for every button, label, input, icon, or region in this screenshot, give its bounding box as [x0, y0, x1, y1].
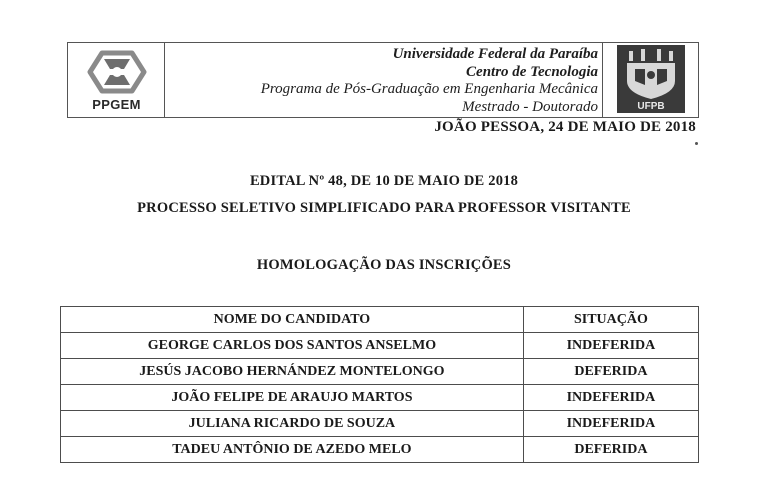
document-date: JOÃO PESSOA, 24 DE MAIO DE 2018	[434, 119, 696, 135]
candidate-name: JULIANA RICARDO DE SOUZA	[61, 411, 524, 437]
candidate-status: INDEFERIDA	[523, 385, 698, 411]
candidate-name: JOÃO FELIPE DE ARAUJO MARTOS	[61, 385, 524, 411]
candidate-status: DEFERIDA	[523, 359, 698, 385]
process-title: PROCESSO SELETIVO SIMPLIFICADO PARA PROFESSOR VISITANTE	[137, 200, 631, 216]
candidate-status: INDEFERIDA	[523, 411, 698, 437]
ufpb-logo-text: UFPB	[637, 101, 665, 112]
table-row	[61, 333, 699, 359]
candidate-name: JESÚS JACOBO HERNÁNDEZ MONTELONGO	[61, 359, 524, 385]
letterhead	[67, 42, 699, 118]
university-name: Universidade Federal da Paraíba	[392, 46, 598, 62]
section-title: HOMOLOGAÇÃO DAS INSCRIÇÕES	[256, 257, 512, 273]
candidate-name: TADEU ANTÔNIO DE AZEDO MELO	[61, 437, 524, 463]
ufpb-crest-icon	[615, 45, 687, 115]
edital-title: EDITAL Nº 48, DE 10 DE MAIO DE 2018	[249, 173, 519, 189]
table-row	[61, 411, 699, 437]
candidate-name: GEORGE CARLOS DOS SANTOS ANSELMO	[61, 333, 524, 359]
candidate-status: DEFERIDA	[523, 437, 698, 463]
ppgem-emblem-icon	[84, 47, 150, 97]
ppgem-logo	[68, 43, 165, 117]
degree-levels: Mestrado - Doutorado	[462, 98, 598, 115]
center-name: Centro de Tecnologia	[466, 63, 598, 80]
candidate-status: INDEFERIDA	[523, 333, 698, 359]
table-row	[61, 359, 699, 385]
header-status: SITUAÇÃO	[523, 307, 698, 333]
header-candidate-name: NOME DO CANDIDATO	[61, 307, 524, 333]
ufpb-logo	[602, 43, 698, 117]
table-row	[61, 437, 699, 463]
program-name: Programa de Pós-Graduação em Engenharia Mecânica	[260, 81, 598, 97]
ppgem-logo-text: PPGEM	[92, 97, 141, 112]
table-row	[61, 385, 699, 411]
candidates-table	[60, 306, 699, 463]
institution-block	[261, 46, 598, 116]
table-header-row	[61, 307, 699, 333]
scan-speck	[695, 142, 698, 145]
